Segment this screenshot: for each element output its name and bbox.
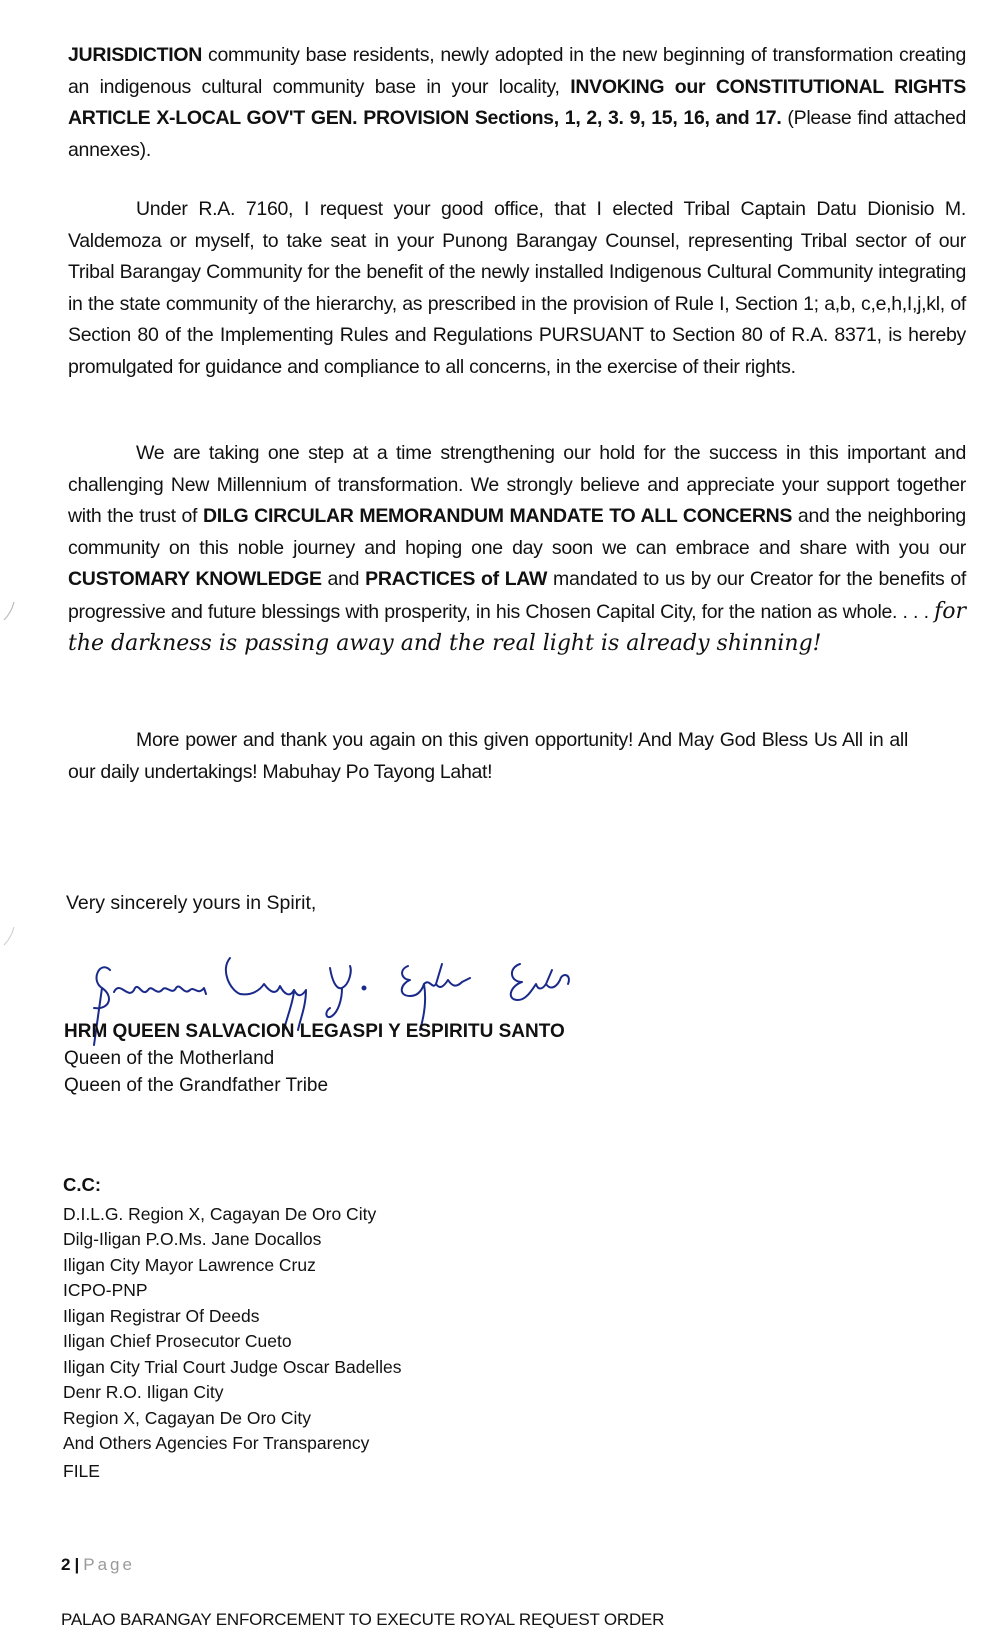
cc-file: FILE: [63, 1460, 100, 1481]
footer-title: PALAO BARANGAY ENFORCEMENT TO EXECUTE ROYAL REQUEST ORDER: [61, 1610, 665, 1629]
paragraph-strengthening: We are taking one step at a time strengthening our hold for the success in this important and challenging New Millennium of transformation. We strongly believe and appreciate your support together with the trust of DILG CIRCULAR MEMORANDUM MANDATE TO ALL CONCERNS and the neighboring community on this noble journey and hoping one day soon we can embrace and share with you our CUSTOMARY KNOWLEDGE and PRACTICES of LAW mandated to us by our Creator for the benefits of progressive and future blessings with prosperity, in his Chosen Capital City, for the nation as whole. . . . for the darkness is passing away and the real light is already shinning!: [68, 442, 966, 656]
paragraph-thanks: More power and thank you again on this given opportunity! And May God Bless Us All in all our daily undertakings! Mabuhay Po Tayong Lahat!: [68, 729, 908, 783]
scan-mark: [2, 925, 16, 947]
cc-item: Iligan Chief Prosecutor Cueto: [63, 1331, 292, 1351]
cc-item: Iligan City Mayor Lawrence Cruz: [63, 1254, 316, 1275]
paragraph-request: Under R.A. 7160, I request your good office, that I elected Tribal Captain Datu Dionisio M. Valdemoza or myself, to take seat in your Punong Barangay Counsel, representing Tribal sector of our Tribal Barangay Community for the benefit of the newly installed Indigenous Cultural Community integrating in the state community of the hierarchy, as prescribed in the provision of Rule I, Section 1; a,b, c,e,h,I,j,kl, of Section 80 of the Implementing Rules and Regulations PURSUANT to Section 80 of R.A. 8371, is hereby promulgated for guidance and compliance to all concerns, in the exercise of their rights.: [68, 198, 966, 378]
signatory-name: HRM QUEEN SALVACION LEGASPI Y ESPIRITU SANTO: [64, 1021, 565, 1042]
page-number: 2 | Page: [61, 1555, 135, 1574]
constitutional-rights-reference: INVOKING our CONSTITUTIONAL RIGHTS ARTICLE X-LOCAL GOV'T GEN. PROVISION Sections, 1, 2, 3. 9, 15, 16, and 17.: [68, 75, 966, 129]
cc-item: Dilg-Iligan P.O.Ms. Jane Docallos: [63, 1229, 322, 1249]
cc-item: Iligan Registrar Of Deeds: [63, 1305, 260, 1326]
cc-item: Iligan City Trial Court Judge Oscar Badelles: [63, 1356, 402, 1377]
dilg-memorandum-reference: DILG CIRCULAR MEMORANDUM MANDATE TO ALL CONCERNS: [202, 505, 793, 527]
closing-line: Very sincerely yours in Spirit,: [66, 892, 317, 914]
carbon-copy-list: [63, 1172, 401, 1484]
signature-block: [64, 1018, 565, 1099]
scan-mark: [2, 600, 16, 622]
signatory-title-1: Queen of the Motherland: [64, 1048, 275, 1069]
cc-item: D.I.L.G. Region X, Cagayan De Oro City: [63, 1203, 377, 1224]
script-quote: for the darkness is passing away and the real light is already shinning!: [68, 598, 966, 656]
cc-item: Denr R.O. Iligan City: [63, 1382, 224, 1402]
cc-item: And Others Agencies For Transparency: [63, 1433, 370, 1453]
paragraph-jurisdiction: JURISDICTION community base residents, newly adopted in the new beginning of transformation creating an indigenous cultural community base in your locality, INVOKING our CONSTITUTIONAL RIGHTS ARTICLE X-LOCAL GOV'T GEN. PROVISION Sections, 1, 2, 3. 9, 15, 16, and 17. (Please find attached annexes).: [68, 44, 966, 161]
signatory-title-2: Queen of the Grandfather Tribe: [64, 1075, 329, 1096]
cc-item: Region X, Cagayan De Oro City: [63, 1407, 312, 1428]
cc-label: C.C:: [63, 1174, 102, 1195]
jurisdiction-heading: JURISDICTION: [68, 44, 202, 66]
cc-item: ICPO-PNP: [63, 1280, 148, 1300]
